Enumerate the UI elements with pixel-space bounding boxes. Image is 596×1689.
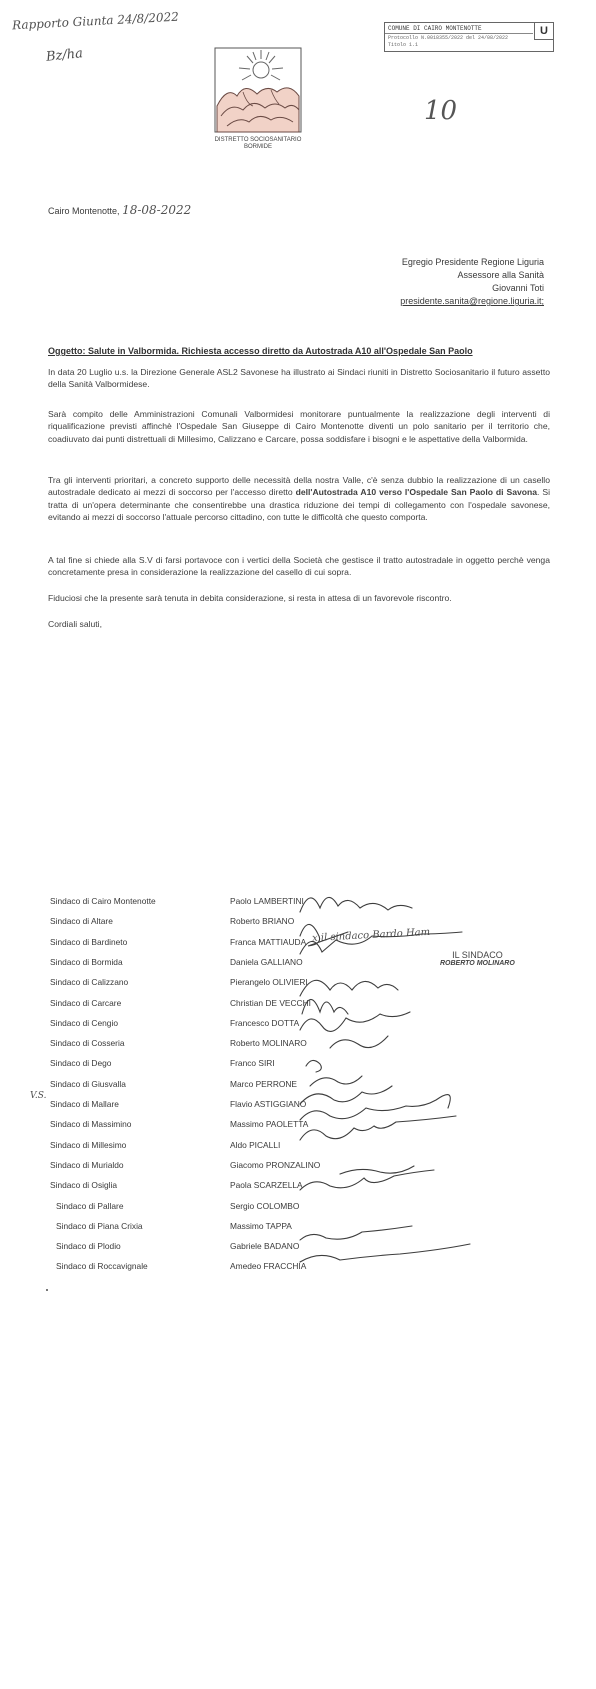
page-number-handwritten: 10	[424, 96, 458, 126]
signatory-name: Amedeo FRACCHIA	[230, 1261, 307, 1272]
signatory-role: Sindaco di Altare	[50, 916, 113, 927]
signatory-role: Sindaco di Dego	[50, 1058, 112, 1069]
pallare-mark: V.S.	[30, 1091, 47, 1101]
paragraph-emphasis: dell'Autostrada A10 verso l'Ospedale San Paolo di Savona	[295, 487, 538, 498]
recipient-line3: Giovanni Toti	[492, 283, 544, 293]
stamp-protocol: Protocollo N.0018355/2022 del 24/08/2022 Titolo 1.1	[388, 35, 509, 48]
signatory-name: Flavio ASTIGGIANO	[230, 1099, 307, 1109]
sindaco-stamp-title: IL SINDACO	[452, 950, 503, 960]
stamp-title: COMUNE DI CAIRO MONTENOTTE	[385, 23, 533, 34]
signatory-name: Sergio COLOMBO	[230, 1200, 300, 1211]
signatory-name: Roberto MOLINARO	[230, 1038, 307, 1049]
letter-place: Cairo Montenotte,	[48, 206, 120, 216]
letter-paragraph-4: A tal fine si chiede alla S.V di farsi portavoce con i vertici della Società che gestisce il tratto autostradale in oggetto perchè venga concretamente presa in considerazione la realizzazione del casello di cui sopra.	[48, 555, 550, 578]
letter-subject: Oggetto: Salute in Valbormida. Richiesta accesso diretto da Autostrada A10 all'Ospedale San Paolo	[48, 346, 473, 356]
signatory-name: Massimo TAPPA	[230, 1220, 292, 1231]
letter-paragraph-3: Tra gli interventi prioritari, a concreto supporto delle necessità della nostra Valle, c'è senza dubbio la realizzazione di un casello autostradale dedicato ai mezzi di soccorso per l'accesso diretto dell'Autostrada A10 verso l'Ospedale San Paolo di Savona. Si tratta di un'opera determinante che consentirebbe una drastica riduzione dei tempi di collegamento con l'ospedale savonese, evitando ai mezzi di soccorso l'attuale percorso cittadino, con tutte le difficoltà che questo comporta.	[48, 475, 550, 523]
signatory-role: Sindaco di Massimino	[50, 1119, 132, 1130]
signatory-name: Gabriele BADANO	[230, 1241, 300, 1252]
signatory-name: Marco PERRONE	[230, 1078, 298, 1089]
signatory-role: Sindaco di Roccavignale	[56, 1261, 148, 1272]
signatory-role: Sindaco di Murialdo	[50, 1159, 124, 1170]
signatory-role: Sindaco di Plodio	[56, 1241, 121, 1252]
signatory-role: Sindaco di Cengio	[50, 1017, 118, 1028]
letter-paragraph-5: Fiduciosi che la presente sarà tenuta in debita considerazione, si resta in attesa di un favorevole riscontro.	[48, 593, 452, 603]
signatory-role: Sindaco di Carcare	[50, 997, 122, 1008]
signatory-name: Franco SIRI	[230, 1058, 275, 1069]
signatory-role: Sindaco di Bardineto	[50, 936, 128, 947]
signatory-name: Paola SCARZELLA	[230, 1180, 303, 1191]
handwritten-note: Rapporto Giunta 24/8/2022	[11, 9, 180, 33]
logo-caption: DISTRETTO SOCIOSANITARIO BORMIDE	[214, 137, 302, 150]
letter-paragraph-2: Sarà compito delle Amministrazioni Comunali Valbormidesi monitorare puntualmente la realizzazione degli interventi di riqualificazione previsti affinchè l'Ospedale San Giuseppe di Cairo Montenotte diventi un polo sanitario per il territorio che, coadiuvato dai punti distrettuali di Millesimo, Calizzano e Carcare, possa soddisfare i bisogni e le aspettative della Valbormida.	[48, 409, 550, 444]
signatory-name: Massimo PAOLETTA	[230, 1119, 309, 1130]
page-dot	[46, 1289, 48, 1291]
signatory-role: Sindaco di Cairo Montenotte	[50, 896, 156, 906]
stamp-class-letter: U	[534, 23, 553, 40]
recipient-line1: Egregio Presidente Regione Liguria	[401, 257, 544, 267]
signatory-role: Sindaco di Giusvalla	[50, 1078, 126, 1089]
sindaco-stamp-name: ROBERTO MOLINARO	[440, 960, 515, 967]
letter-paragraph-1: In data 20 Luglio u.s. la Direzione Generale ASL2 Savonese ha illustrato ai Sindaci riuniti in Distretto Sociosanitario il futuro assetto della Sanità Valbormidese.	[48, 367, 550, 390]
signatory-role: Sindaco di Mallare	[50, 1099, 119, 1109]
recipient-email: presidente.sanita@regione.liguria.it;	[400, 296, 544, 306]
signatory-role: Sindaco di Pallare	[56, 1200, 124, 1211]
signatory-name: Giacomo PRONZALINO	[230, 1159, 321, 1170]
signatory-role: Sindaco di Millesimo	[50, 1139, 127, 1150]
signatory-role: Sindaco di Cosseria	[50, 1038, 125, 1049]
signatory-name: Christian DE VECCHI	[230, 997, 311, 1008]
signatory-name: Franca MATTIAUDA	[230, 936, 307, 947]
signatory-name: Paolo LAMBERTINI	[230, 896, 304, 906]
handwritten-bormida-note: x il sindaco Bardo Ham	[311, 926, 431, 945]
signatory-name: Pierangelo OLIVIERI	[230, 977, 308, 988]
signatory-role: Sindaco di Osiglia	[50, 1180, 118, 1191]
recipient-line2: Assessore alla Sanità	[457, 270, 544, 280]
signatory-name: Roberto BRIANO	[230, 916, 295, 927]
handwritten-initials: Bz/ha	[45, 46, 84, 65]
signatory-role: Sindaco di Calizzano	[50, 977, 129, 988]
letter-closing: Cordiali saluti,	[48, 619, 102, 629]
signatory-name: Aldo PICALLI	[230, 1139, 281, 1150]
signatory-name: Daniela GALLIANO	[230, 956, 303, 967]
signatory-role: Sindaco di Bormida	[50, 956, 123, 967]
signatory-role: Sindaco di Piana Crixia	[56, 1220, 143, 1231]
letter-date: 18-08-2022	[122, 203, 192, 217]
signatory-name: Francesco DOTTA	[230, 1017, 300, 1028]
